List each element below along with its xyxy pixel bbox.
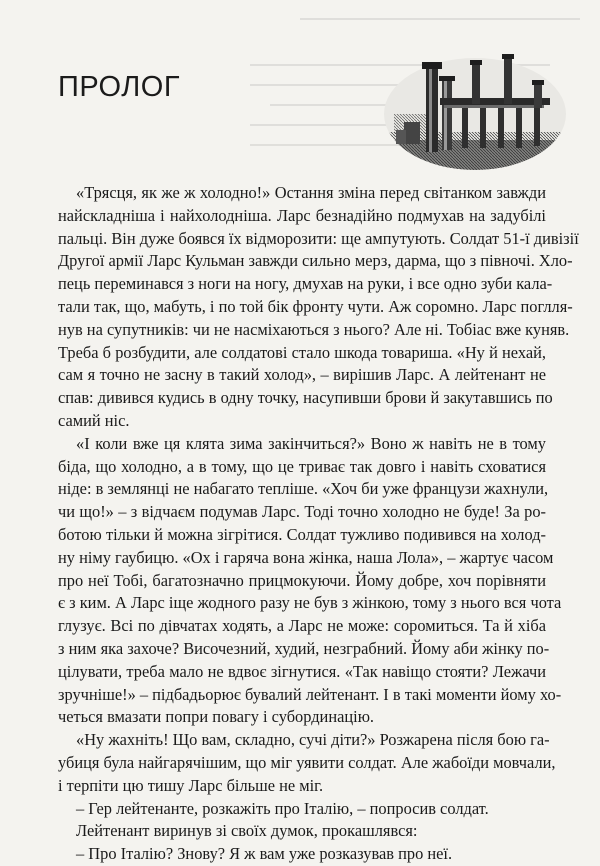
- prologue-text: [58, 182, 579, 866]
- text-line: ботою тільки й можна зігрітися. Солдат тужливо подивився на холод-: [58, 524, 546, 544]
- text-line: Лейтенант виринув зі своїх думок, прокашлявся:: [76, 821, 418, 841]
- text-line: найскладніша і найхолодніша. Ларс безнадійно подмухав на задубілі: [58, 205, 546, 225]
- text-line: – Гер лейтенанте, розкажіть про Італію, – попросив солдат.: [76, 798, 489, 818]
- text-line: пальці. Він дуже боявся їх відморозити: ще ампутують. Солдат 51-ї дивізії: [58, 228, 579, 248]
- text-line: сам я точно не засну в такий холод», – вирішив Ларс. А лейтенант не: [58, 365, 546, 385]
- text-line: самий ніс.: [58, 410, 130, 430]
- text-line: «І коли вже ця клята зима закінчиться?» Воно ж навіть не в тому: [76, 433, 546, 453]
- text-line: убиця була найгарячішим, що міг уявити солдат. Але жабоїди мовчали,: [58, 752, 556, 772]
- text-line: «Трясця, як же ж холодно!» Остання зміна перед світанком завжди: [76, 183, 546, 202]
- text-line: зручніше!» – підбадьорює бувалий лейтенант. І в такі моменти йому хо-: [58, 684, 562, 704]
- text-line: і терпіти цю тишу Ларс більше не міг.: [58, 775, 324, 795]
- text-line: Другої армії Ларс Кульман завжди сильно мерз, дарма, що з півночі. Хло-: [58, 251, 573, 271]
- text-line: біда, що холодно, а в тому, що це триває так довго і навіть сховатися: [58, 456, 546, 476]
- text-line: про неї Тобі, багатозначно прицмокуючи. Йому добре, хоч порівняти: [58, 570, 546, 590]
- text-line: спав: дивився кудись в одну точку, насупивши брови й закутавшись по: [58, 388, 553, 408]
- text-line: цілувати, треба мало не вдвоє зігнутися. «Так навіщо стояти? Лежачи: [58, 661, 546, 681]
- text-line: нув на супутників: чи не насміхаються з нього? Але ні. Тобіас вже куняв.: [58, 319, 570, 339]
- text-line: «Ну жахніть! Що вам, складно, сучі діти?» Розжарена після бою га-: [76, 730, 550, 750]
- text-line: є з ким. А Ларс іще жодного разу не був з жінкою, тому з нього вся чота: [58, 593, 562, 613]
- text-line: пець переминався з ноги на ногу, дмухав на руки, і все одно зуби кала-: [58, 274, 553, 294]
- text-line: ну німу гаубицю. «Ох і гаряча вона жінка, наша Лола», – жартує часом: [58, 547, 554, 567]
- text-line: – Про Італію? Знову? Я ж вам уже розказував про неї.: [76, 844, 453, 864]
- text-line: ніде: в землянці не набагато тепліше. «Хоч би уже французи жахнули,: [58, 479, 549, 499]
- text-line: глузує. Всі по дівчатах ходять, а Ларс не може: соромиться. Та й хіба: [58, 616, 546, 636]
- text-line: Треба б розбудити, але солдатові стало шкода товариша. «Ну й нехай,: [58, 342, 546, 362]
- ruins-colonnade-icon: [384, 44, 566, 170]
- text-line: четься вмазати попри повагу і субординацію.: [58, 707, 375, 727]
- text-line: чи що!» – з відчаєм подумав Ларс. Тоді точно холодно не буде! За ро-: [58, 502, 546, 522]
- page-title: ПРОЛОГ: [58, 71, 181, 104]
- text-line: тали так, що, мабуть, і по той бік фронту чути. Аж соромно. Ларс поглля-: [58, 296, 573, 316]
- text-line: з ним яка захоче? Височезний, худий, незграбний. Йому аби жінку по-: [58, 638, 550, 658]
